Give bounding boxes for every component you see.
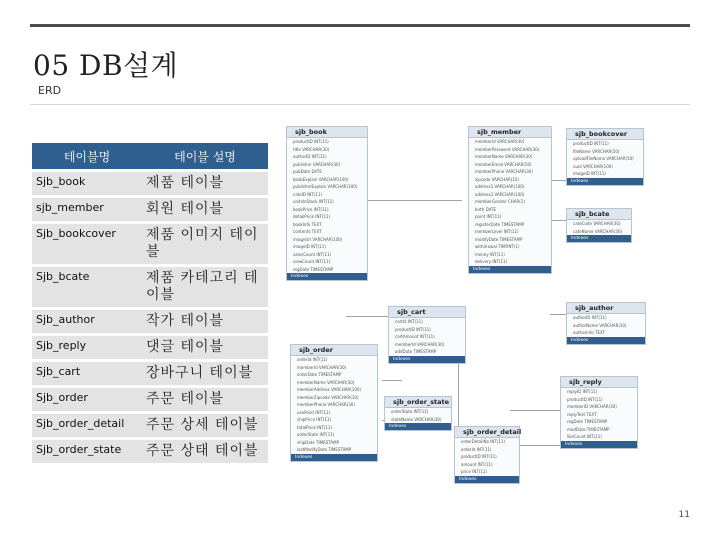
cell-table-name: Sjb_reply: [32, 336, 142, 359]
cell-table-desc: 댓글 테이블: [142, 336, 268, 359]
relation-line: [550, 314, 566, 315]
top-rule: [30, 24, 690, 27]
table-row: [32, 362, 268, 385]
entity-column: stateName VARCHAR(30): [391, 416, 442, 422]
subtitle-rule: [30, 104, 690, 105]
entity-column: regDate TIMESTAMP: [293, 266, 334, 272]
erd-entity-sjb-order: [290, 344, 378, 462]
entity-column: bookPrice INT(11): [293, 206, 329, 212]
entity-column: orderDetailNo INT(11): [461, 439, 505, 444]
entity-indexes: Indexes: [469, 266, 551, 273]
entity-column: address2 VARCHAR(100): [475, 191, 525, 197]
entity-column: lastModifyDate TIMESTAMP: [297, 447, 352, 452]
entity-column: modifyDate TIMESTAMP: [475, 236, 523, 242]
erd-entity-sjb-cart: [388, 306, 466, 364]
entity-column: memberEmail VARCHAR(50): [475, 161, 532, 167]
header-table-desc: 테이블 설명: [142, 143, 268, 169]
entity-column: pubDate DATE: [293, 169, 322, 174]
entity-column: bookExplain VARCHAR(100): [293, 176, 349, 182]
entity-column: zipcode VARCHAR(10): [475, 176, 519, 182]
entity-title: sjb_member: [469, 127, 551, 138]
entity-indexes: Indexes: [567, 235, 631, 242]
entity-column: withdrawal TINYINT(1): [475, 244, 520, 249]
table-row: [32, 336, 268, 359]
table-row: [32, 198, 268, 221]
entity-column: memberName VARCHAR(30): [297, 379, 355, 385]
entity-column: publisher VARCHAR(30): [293, 161, 341, 167]
entity-column: uuid VARCHAR(100): [573, 163, 613, 169]
erd-entity-sjb-bookcover: [566, 128, 644, 186]
entity-column: productID INT(11): [573, 141, 609, 146]
entity-column: productID INT(11): [461, 454, 497, 459]
entity-column: unitsInStock INT(11): [293, 199, 334, 204]
entity-column: authorID INT(11): [293, 154, 327, 159]
table-header-row: [32, 143, 268, 169]
entity-title: sjb_reply: [561, 377, 637, 388]
entity-column: bookInfo TEXT: [293, 221, 322, 227]
header-table-name: 테이블명: [32, 143, 142, 169]
cell-table-name: Sjb_bcate: [32, 267, 142, 307]
table-row: [32, 172, 268, 195]
entity-column: cartId INT(11): [395, 319, 423, 324]
entity-column: productID INT(11): [395, 326, 431, 332]
cell-table-desc: 주문 상태 테이블: [142, 440, 268, 463]
entity-column: point INT(11): [475, 214, 502, 219]
entity-column: imageID INT(11): [573, 171, 606, 176]
entity-indexes: Indexes: [389, 356, 465, 363]
entity-indexes: Indexes: [291, 454, 377, 461]
cell-table-name: Sjb_order_detail: [32, 414, 142, 437]
entity-column: likeCount INT(11): [567, 434, 602, 439]
relation-line: [382, 380, 402, 381]
cell-table-name: Sjb_book: [32, 172, 142, 195]
entity-column: orderState INT(11): [391, 409, 429, 414]
entity-title: sjb_bcate: [567, 209, 631, 220]
entity-indexes: Indexes: [287, 273, 367, 280]
entity-column: memberZipcode VARCHAR(10): [297, 394, 359, 400]
table-description: [32, 140, 268, 466]
cell-table-desc: 주문 테이블: [142, 388, 268, 411]
entity-title: sjb_bookcover: [567, 129, 643, 140]
entity-column: authorName VARCHAR(30): [573, 322, 627, 328]
cell-table-name: Sjb_author: [32, 310, 142, 333]
entity-column: imageID INT(11): [293, 244, 326, 249]
table-row: [32, 388, 268, 411]
cell-table-name: sjb_member: [32, 198, 142, 221]
relation-line: [510, 410, 560, 411]
table-row: [32, 267, 268, 307]
entity-column: usePoint INT(11): [297, 409, 331, 415]
erd-entity-sjb-member: [468, 126, 552, 274]
entity-column: memberPassword VARCHAR(30): [475, 146, 540, 152]
slide-title: 05 DB설계: [33, 49, 179, 82]
entity-column: cateID INT(11): [293, 191, 323, 197]
erd-entity-sjb-bcate: [566, 208, 632, 243]
erd-entity-sjb-order-state: [384, 396, 452, 431]
entity-column: modDate TIMESTAMP: [567, 426, 610, 432]
entity-column: imageUrl VARCHAR(100): [293, 236, 343, 242]
entity-column: money INT(11): [475, 251, 505, 257]
erd-entity-sjb-reply: [560, 376, 638, 449]
entity-column: authorID INT(11): [573, 315, 607, 320]
entity-column: memberAddress VARCHAR(100): [297, 387, 361, 392]
cell-table-desc: 작가 테이블: [142, 310, 268, 333]
entity-column: shipPrice INT(11): [297, 417, 332, 422]
entity-title: sjb_cart: [389, 307, 465, 318]
entity-column: price INT(11): [461, 469, 488, 474]
entity-column: memberName VARCHAR(30): [475, 154, 533, 159]
slide-subtitle: ERD: [38, 84, 62, 97]
cell-table-name: Sjb_order_state: [32, 440, 142, 463]
entity-column: registerDate TIMESTAMP: [475, 221, 525, 227]
cell-table-desc: 제품 테이블: [142, 172, 268, 195]
entity-column: salesCount INT(11): [293, 251, 332, 257]
entity-column: fileName VARCHAR(50): [573, 148, 620, 154]
entity-column: address1 VARCHAR(100): [475, 184, 525, 189]
entity-column: delivery INT(11): [475, 259, 508, 264]
relation-line: [550, 220, 566, 221]
table-row: [32, 310, 268, 333]
entity-column: memberLevel INT(11): [475, 229, 519, 234]
cell-table-name: Sjb_bookcover: [32, 224, 142, 264]
relation-line: [550, 180, 566, 181]
entity-column: totalPrice INT(11): [297, 424, 333, 430]
entity-column: viewCount INT(11): [293, 259, 331, 264]
entity-column: productID INT(11): [567, 396, 603, 402]
entity-column: cartAmount INT(11): [395, 334, 435, 339]
entity-column: cateCode VARCHAR(30): [573, 221, 621, 226]
entity-indexes: Indexes: [455, 476, 519, 483]
entity-column: amount INT(11): [461, 461, 493, 467]
entity-column: memberID VARCHAR(30): [567, 404, 617, 409]
entity-column: detailPrice INT(11): [293, 214, 331, 219]
cell-table-desc: 장바구니 테이블: [142, 362, 268, 385]
entity-column: replyText TEXT: [567, 411, 597, 417]
entity-indexes: Indexes: [385, 423, 451, 430]
entity-column: memberPhone VARCHAR(30): [475, 169, 533, 174]
erd-entity-sjb-book: [286, 126, 368, 281]
entity-column: memberId VARCHAR(30): [395, 341, 445, 347]
entity-column: replyID INT(11): [567, 389, 598, 394]
erd-entity-sjb-order-detail: [454, 426, 520, 484]
entity-column: orderState INT(11): [297, 432, 335, 437]
entity-column: memberId VARCHAR(30): [297, 364, 347, 370]
entity-indexes: Indexes: [567, 178, 643, 185]
entity-column: memberGender CHAR(1): [475, 199, 525, 204]
entity-title: sjb_book: [287, 127, 367, 138]
entity-title: sjb_author: [567, 303, 645, 314]
entity-column: cateName VARCHAR(30): [573, 228, 623, 234]
erd-entity-sjb-author: [566, 302, 646, 345]
cell-table-desc: 주문 상세 테이블: [142, 414, 268, 437]
entity-column: authorInfo TEXT: [573, 330, 606, 335]
entity-title: sjb_order: [291, 345, 377, 356]
cell-table-desc: 제품 이미지 테이블: [142, 224, 268, 264]
page-number: 11: [678, 510, 690, 520]
entity-column: publisherExplain VARCHAR(100): [293, 184, 358, 189]
table-row: [32, 440, 268, 463]
entity-column: orderId INT(11): [461, 446, 492, 452]
entity-title: sjb_order_detail: [455, 427, 519, 438]
entity-column: contents TEXT: [293, 229, 322, 234]
entity-column: birth DATE: [475, 206, 497, 212]
entity-column: uploadFileName VARCHAR(50): [573, 156, 634, 161]
entity-title: sjb_order_state: [385, 397, 451, 408]
entity-indexes: Indexes: [561, 441, 637, 448]
entity-column: memberPhone VARCHAR(30): [297, 402, 355, 407]
cell-table-name: Sjb_cart: [32, 362, 142, 385]
erd-diagram: [282, 120, 646, 488]
cell-table-name: Sjb_order: [32, 388, 142, 411]
entity-column: memberId VARCHAR(30): [475, 139, 525, 144]
cell-table-desc: 회원 테이블: [142, 198, 268, 221]
entity-column: shipDate TIMESTAMP: [297, 439, 339, 445]
entity-indexes: Indexes: [567, 337, 645, 344]
entity-column: orderDate TIMESTAMP: [297, 372, 342, 377]
cell-table-desc: 제품 카테고리 테이블: [142, 267, 268, 307]
entity-column: orderId INT(11): [297, 357, 328, 362]
entity-column: title VARCHAR(30): [293, 146, 330, 152]
entity-column: regDate TIMESTAMP: [567, 419, 608, 424]
table-row: [32, 414, 268, 437]
entity-column: addDate TIMESTAMP: [395, 349, 437, 354]
entity-column: productID INT(11): [293, 139, 329, 144]
table-row: [32, 224, 268, 264]
